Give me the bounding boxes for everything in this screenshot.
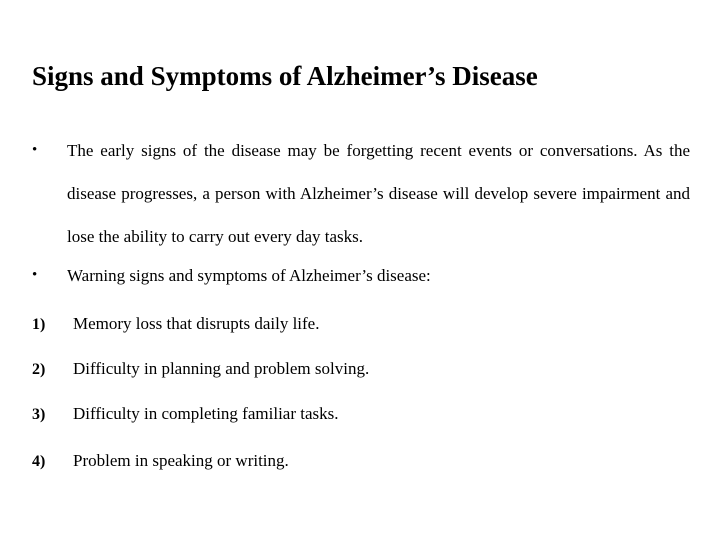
slide-title: Signs and Symptoms of Alzheimer’s Disease — [32, 61, 538, 91]
list-item: Problem in speaking or writing. — [73, 451, 289, 470]
list-number: 2) — [32, 361, 46, 378]
bullet-marker: • — [32, 267, 38, 283]
bullet-paragraph: The early signs of the disease may be forgetting recent events or conversations. As the disease progresses, a person with Alzheimer’s disease will develop severe impairment and lose the ability to carry out every day tasks. — [67, 141, 690, 246]
list-item: Memory loss that disrupts daily life. — [73, 314, 320, 333]
list-number: 3) — [32, 406, 46, 423]
list-number: 4) — [32, 453, 46, 470]
list-item: Difficulty in planning and problem solving. — [73, 359, 370, 378]
bullet-marker: • — [32, 142, 38, 158]
bullet-text: Warning signs and symptoms of Alzheimer’s disease: — [67, 266, 431, 285]
list-number: 1) — [32, 316, 46, 333]
list-item: Difficulty in completing familiar tasks. — [73, 404, 339, 423]
